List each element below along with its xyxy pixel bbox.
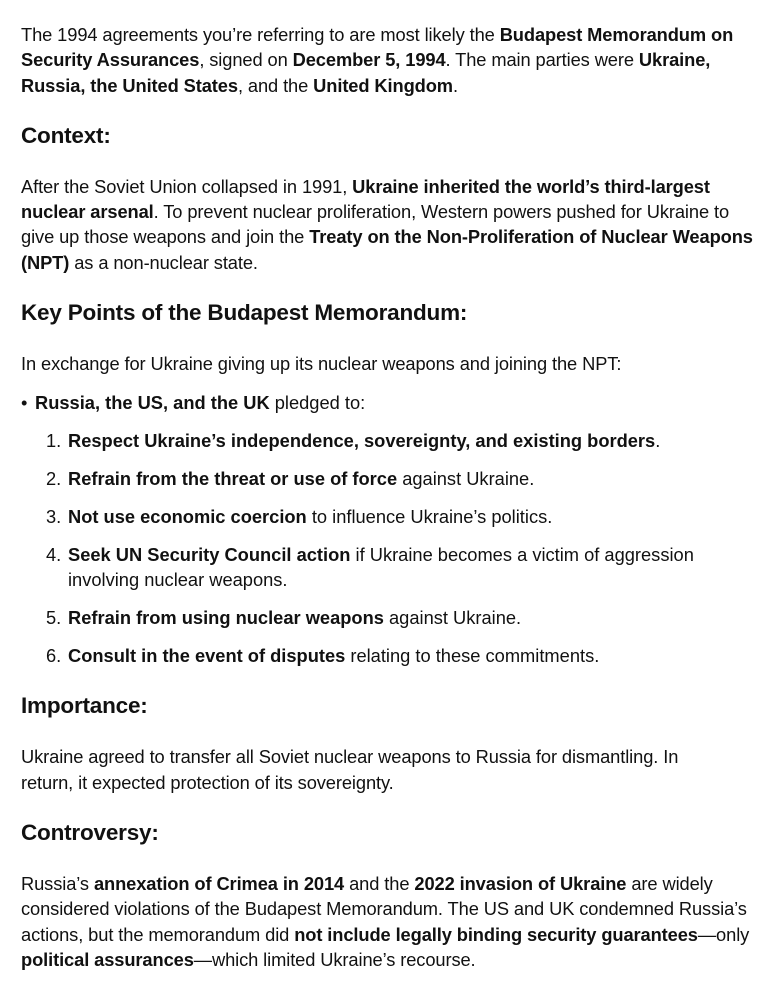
list-item-number: 5. <box>46 607 62 629</box>
intro-paragraph: The 1994 agreements you’re referring to are most likely the Budapest Memorandum on Security Assurances, signed on December 5, 1994. The main parties were Ukraine, Russia, the United States, and the United Kingdom. <box>21 24 734 96</box>
list-item: 1. Respect Ukraine’s independence, sovereignty, and existing borders. <box>46 430 661 452</box>
list-item-number: 2. <box>46 468 62 490</box>
list-item: 5. Refrain from using nuclear weapons against Ukraine. <box>46 607 522 629</box>
key-points-lead: In exchange for Ukraine giving up its nuclear weapons and joining the NPT: <box>21 353 622 375</box>
controversy-paragraph: Russia’s annexation of Crimea in 2014 and the 2022 invasion of Ukraine are widely considered violations of the Budapest Memorandum. The US and UK condemned Russia’s actions, but the memorandum did not include legally binding security guarantees—only political assurances—which limited Ukraine’s recourse. <box>21 872 750 970</box>
context-heading: Context: <box>21 122 111 148</box>
importance-heading: Importance: <box>21 693 148 719</box>
list-item: 4. Seek UN Security Council action if Ukraine becomes a victim of aggression involving nuclear weapons. <box>46 544 694 591</box>
list-item-number: 6. <box>46 645 62 667</box>
key-points-heading: Key Points of the Budapest Memorandum: <box>21 300 468 326</box>
list-item-number: 1. <box>46 430 62 452</box>
controversy-heading: Controversy: <box>21 819 159 845</box>
pledge-bullet: • Russia, the US, and the UK pledged to: <box>21 392 366 414</box>
importance-paragraph: Ukraine agreed to transfer all Soviet nuclear weapons to Russia for dismantling. In return, it expected protection of its sovereignty. <box>21 746 679 793</box>
list-item: 2. Refrain from the threat or use of force against Ukraine. <box>46 468 535 490</box>
list-item: 3. Not use economic coercion to influence Ukraine’s politics. <box>46 506 553 528</box>
pledge-list <box>21 428 754 668</box>
list-item-number: 4. <box>46 544 62 566</box>
list-item: 6. Consult in the event of disputes relating to these commitments. <box>46 645 600 667</box>
bullet-dot: • <box>21 392 28 414</box>
context-paragraph: After the Soviet Union collapsed in 1991, Ukraine inherited the world’s third-largest nuclear arsenal. To prevent nuclear proliferation, Western powers pushed for Ukraine to give up those weapons and join the Treaty on the Non-Proliferation of Nuclear Weapons (NPT) as a non-nuclear state. <box>21 175 753 273</box>
list-item-number: 3. <box>46 506 62 528</box>
